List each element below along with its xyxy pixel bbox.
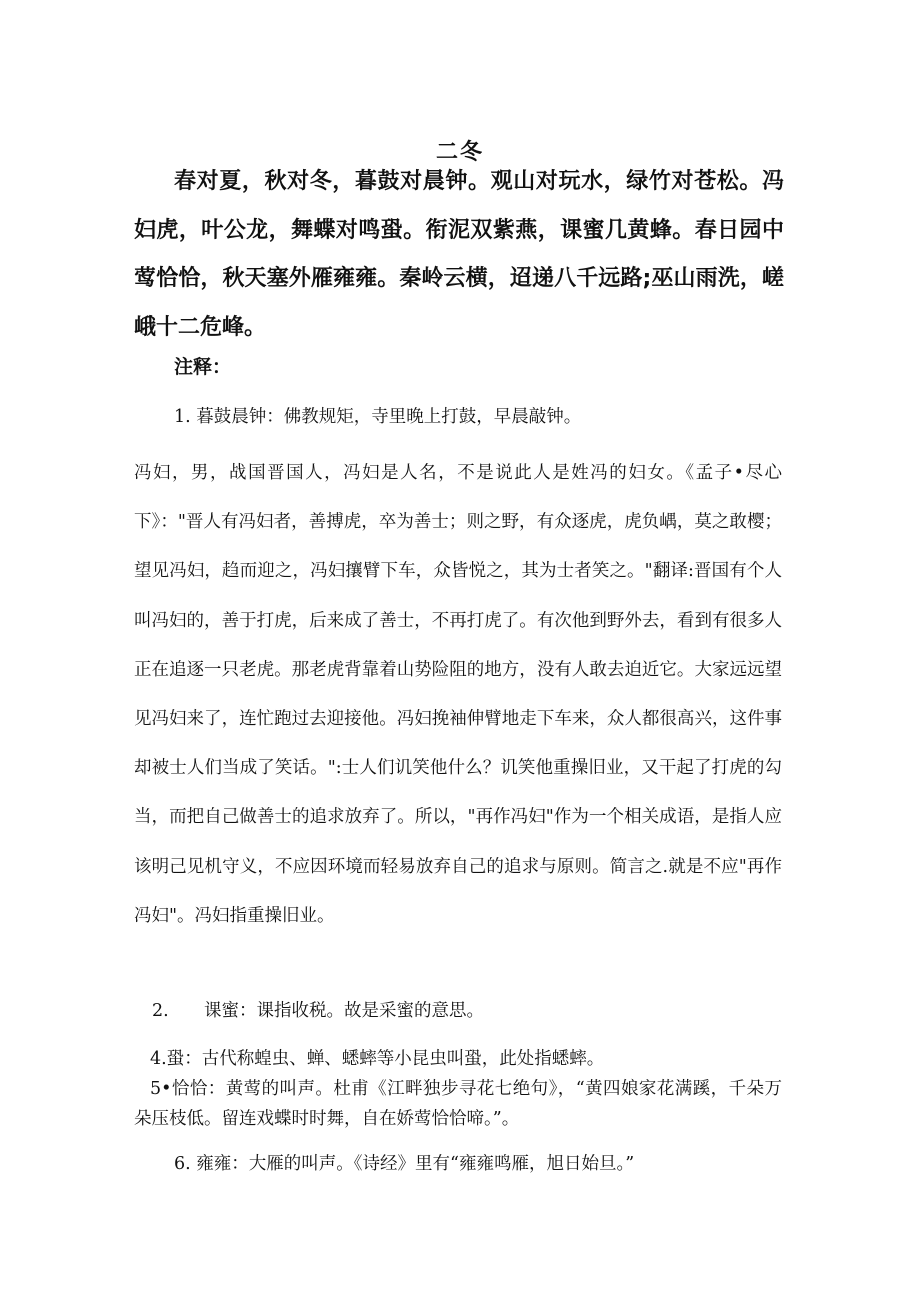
note-6: 6. 雍雍：大雁的叫声。《诗经》里有“雍雍鸣雁，旭日始旦。”: [174, 1154, 635, 1174]
note-feng-fu: 冯妇，男，战国晋国人，冯妇是人名，不是说此人是姓冯的妇女。《孟子•尽心下》："晋人有冯妇者，善搏虎，卒为善士；则之野，有众逐虎，虎负嵎，莫之敢樱；望见冯妇，趋而迎之，冯妇攘臂下车，众皆悦之，其为士者笑之。"翻译:晋国有个人叫冯妇的，善于打虎，后来成了善士，不再打虎了。有次他到野外去，看到有很多人正在追逐一只老虎。那老虎背靠着山势险阻的地方，没有人敢去迫近它。大家远远望见冯妇来了，连忙跑过去迎接他。冯妇挽袖伸臂地走下车来，众人都很高兴，这件事却被士人们当成了笑话。":士人们讥笑他什么？讥笑他重操旧业，又干起了打虎的勾当，而把自己做善士的追求放弃了。所以，"再作冯妇"作为一个相关成语，是指人应该明己见机守义，不应因环境而轻易放弃自己的追求与原则。简言之.就是不应"再作冯妇"。冯妇指重操旧业。: [134, 463, 782, 926]
poem-text: 春对夏，秋对冬，暮鼓对晨钟。观山对玩水，绿竹对苍松。冯妇虎，叶公龙，舞蝶对鸣蛩。衔泥双紫燕，课蜜几黄蜂。春日园中莺恰恰，秋天塞外雁雍雍。秦岭云横，迢递八千远路;巫山雨洗，嵯峨十二危峰。: [134, 169, 784, 340]
note-2: [152, 997, 484, 1022]
page-title: 二冬: [435, 139, 484, 165]
note-4: 4.蛩：古代称蝗虫、蝉、蟋蟀等小昆虫叫蛩，此处指蟋蟀。: [150, 1049, 605, 1069]
note-5: 5•恰恰：黄莺的叫声。杜甫《江畔独步寻花七绝句》，“黄四娘家花满蹊，千朵万朵压枝低。留连戏蝶时时舞，自在娇莺恰恰啼。”。: [134, 1079, 782, 1129]
note-1: 1. 暮鼓晨钟：佛教规矩，寺里晚上打鼓，早晨敲钟。: [174, 407, 582, 427]
note-2-text: 课蜜：课指收税。故是采蜜的意思。: [204, 1001, 484, 1021]
notes-label: 注释：: [174, 356, 232, 378]
note-2-number: 2.: [152, 1001, 169, 1021]
